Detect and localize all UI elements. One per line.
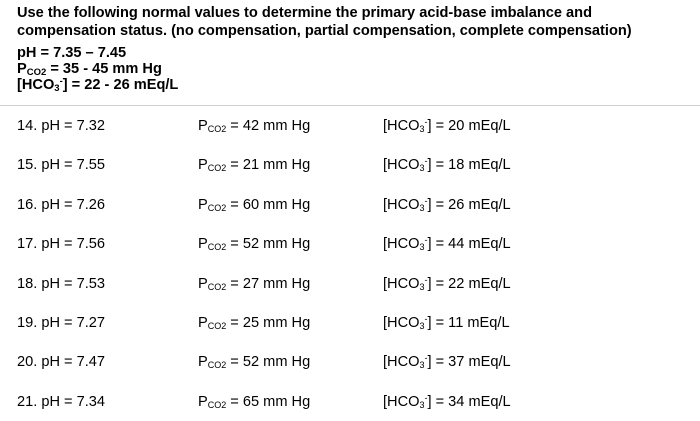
problem-hco3 xyxy=(383,235,511,253)
pco2-subscript: CO2 xyxy=(207,124,227,134)
normal-values xyxy=(17,45,178,93)
pco2-value: = 60 mm Hg xyxy=(226,196,311,213)
pco2-prefix: P xyxy=(198,196,208,213)
problem-list xyxy=(0,106,700,421)
hco3-subscript: 3 xyxy=(419,320,425,331)
problem-row-17 xyxy=(0,224,700,263)
pco2-prefix: P xyxy=(198,393,208,410)
hco3-value: ] = 26 mEq/L xyxy=(427,196,511,213)
problem-pco2 xyxy=(198,235,310,253)
pco2-prefix: P xyxy=(198,275,208,292)
hco3-value: ] = 22 mEq/L xyxy=(427,275,511,292)
pco2-prefix: P xyxy=(198,118,208,134)
problem-ph: 16. pH = 7.26 xyxy=(17,196,106,213)
problem-ph: 19. pH = 7.27 xyxy=(17,314,106,331)
hco3-subscript: 3 xyxy=(419,163,425,174)
problem-row-16 xyxy=(0,185,700,224)
hco3-superscript: - xyxy=(424,313,428,324)
hco3-open: [HCO xyxy=(383,196,420,213)
hco3-open: [HCO xyxy=(383,157,420,174)
normal-pco2 xyxy=(17,61,178,77)
pco2-subscript: CO2 xyxy=(207,399,227,410)
normal-hco3-subscript: 3 xyxy=(54,83,60,94)
pco2-prefix: P xyxy=(198,314,208,331)
pco2-value: = 42 mm Hg xyxy=(226,118,311,134)
problem-ph: 15. pH = 7.55 xyxy=(17,157,106,174)
pco2-value: = 27 mm Hg xyxy=(226,275,311,292)
problem-hco3 xyxy=(383,117,511,135)
pco2-value: = 65 mm Hg xyxy=(226,393,311,410)
problem-pco2 xyxy=(198,117,310,135)
problem-row-15 xyxy=(0,145,700,184)
pco2-prefix: P xyxy=(198,354,208,371)
pco2-subscript: CO2 xyxy=(207,320,227,331)
pco2-subscript: CO2 xyxy=(207,242,227,253)
hco3-superscript: - xyxy=(424,117,428,127)
problem-ph: 14. pH = 7.32 xyxy=(17,118,106,134)
pco2-subscript: CO2 xyxy=(207,163,227,174)
problem-pco2 xyxy=(198,393,310,411)
normal-hco3 xyxy=(17,77,178,93)
problem-pco2 xyxy=(198,314,310,332)
problem-pco2 xyxy=(198,353,310,371)
problem-row-20 xyxy=(0,342,700,381)
problem-ph: 18. pH = 7.53 xyxy=(17,275,106,292)
hco3-open: [HCO xyxy=(383,275,420,292)
hco3-superscript: - xyxy=(424,392,428,403)
normal-hco3-superscript: - xyxy=(59,76,63,87)
hco3-superscript: - xyxy=(424,353,428,364)
normal-hco3-value: ] = 22 - 26 mEq/L xyxy=(62,77,179,93)
problem-row-14 xyxy=(0,106,700,145)
pco2-subscript: CO2 xyxy=(207,281,227,292)
normal-pco2-prefix: P xyxy=(17,61,27,77)
hco3-subscript: 3 xyxy=(419,242,425,253)
problem-hco3 xyxy=(383,196,511,214)
problem-hco3 xyxy=(383,314,510,332)
pco2-subscript: CO2 xyxy=(207,360,227,371)
hco3-superscript: - xyxy=(424,274,428,285)
problem-hco3 xyxy=(383,393,511,411)
problem-ph: 20. pH = 7.47 xyxy=(17,354,106,371)
hco3-subscript: 3 xyxy=(419,281,425,292)
pco2-value: = 52 mm Hg xyxy=(226,236,311,253)
pco2-prefix: P xyxy=(198,236,208,253)
hco3-value: ] = 18 mEq/L xyxy=(427,157,511,174)
problem-row-18 xyxy=(0,264,700,303)
normal-hco3-open: [HCO xyxy=(17,77,55,93)
problem-hco3 xyxy=(383,275,511,293)
hco3-subscript: 3 xyxy=(419,399,425,410)
pco2-value: = 25 mm Hg xyxy=(226,314,311,331)
instructions-text: Use the following normal values to determine the primary acid-base imbalance and compensation status. (no compensation, partial compensation, complete compensation) xyxy=(17,5,632,39)
problem-pco2 xyxy=(198,156,310,174)
hco3-superscript: - xyxy=(424,195,428,206)
normal-pco2-value: = 35 - 45 mm Hg xyxy=(46,61,162,77)
hco3-value: ] = 44 mEq/L xyxy=(427,236,511,253)
normal-ph: pH = 7.35 – 7.45 xyxy=(17,45,127,61)
problem-pco2 xyxy=(198,196,310,214)
pco2-subscript: CO2 xyxy=(207,202,227,213)
hco3-subscript: 3 xyxy=(419,202,425,213)
problem-ph: 21. pH = 7.34 xyxy=(17,393,106,410)
problem-row-21 xyxy=(0,382,700,421)
problem-ph: 17. pH = 7.56 xyxy=(17,236,106,253)
pco2-value: = 52 mm Hg xyxy=(226,354,311,371)
problem-row-19 xyxy=(0,303,700,342)
hco3-value: ] = 11 mEq/L xyxy=(427,314,510,331)
hco3-superscript: - xyxy=(424,235,428,246)
hco3-open: [HCO xyxy=(383,354,420,371)
hco3-open: [HCO xyxy=(383,393,420,410)
hco3-value: ] = 34 mEq/L xyxy=(427,393,511,410)
hco3-subscript: 3 xyxy=(419,124,425,134)
problem-hco3 xyxy=(383,156,511,174)
hco3-open: [HCO xyxy=(383,118,420,134)
problem-pco2 xyxy=(198,275,310,293)
pco2-value: = 21 mm Hg xyxy=(226,157,311,174)
hco3-value: ] = 37 mEq/L xyxy=(427,354,511,371)
hco3-open: [HCO xyxy=(383,314,420,331)
problem-hco3 xyxy=(383,353,511,371)
hco3-open: [HCO xyxy=(383,236,420,253)
hco3-value: ] = 20 mEq/L xyxy=(427,118,511,134)
hco3-subscript: 3 xyxy=(419,360,425,371)
hco3-superscript: - xyxy=(424,156,428,167)
pco2-prefix: P xyxy=(198,157,208,174)
normal-pco2-subscript: CO2 xyxy=(26,67,47,78)
